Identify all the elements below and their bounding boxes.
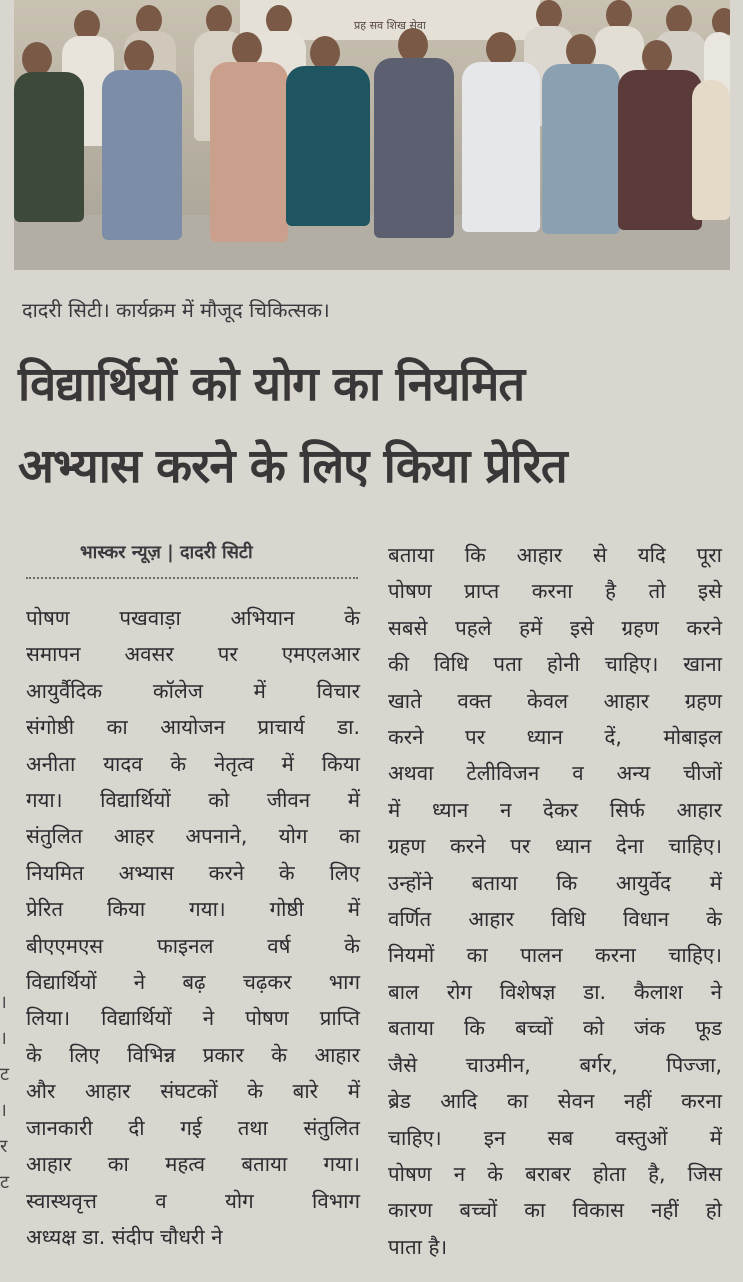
photo-caption: दादरी सिटी। कार्यक्रम में मौजूद चिकित्सक। xyxy=(22,298,330,322)
article-line: स्वास्थवृत्त व योग विभाग xyxy=(26,1188,360,1213)
article-line: नियमित अभ्यास करने के लिए xyxy=(26,860,360,885)
article-line: पोषण न के बराबर होता है, जिस xyxy=(388,1161,722,1186)
article-line: उन्होंने बताया कि आयुर्वेद में xyxy=(388,870,722,895)
article-line: विद्यार्थियों ने बढ़ चढ़कर भाग xyxy=(26,970,360,995)
edge-mark: ट xyxy=(0,1172,10,1193)
article-column-left xyxy=(26,600,360,1255)
article-column-right xyxy=(388,537,722,1265)
news-photo xyxy=(14,0,730,270)
article-line: संगोष्ठी का आयोजन प्राचार्य डा. xyxy=(26,715,360,740)
article-line: बीएएमएस फाइनल वर्ष के xyxy=(26,933,360,958)
article-line: संतुलित आहर अपनाने, योग का xyxy=(26,824,360,849)
byline-divider xyxy=(26,577,358,579)
article-line: पाता है। xyxy=(388,1234,448,1259)
article-line: चाहिए। इन सब वस्तुओं में xyxy=(388,1125,722,1150)
adjacent-column-edge xyxy=(0,985,12,1201)
edge-mark: र xyxy=(0,1136,8,1157)
edge-mark: ट xyxy=(0,1064,10,1085)
edge-mark: । xyxy=(0,1028,7,1049)
article-line: बताया कि आहार से यदि पूरा xyxy=(388,543,722,567)
article-line: पोषण पखवाड़ा अभियान के xyxy=(26,606,360,630)
article-line: अथवा टेलीविजन व अन्य चीजों xyxy=(388,761,722,786)
article-line: नियमों का पालन करना चाहिए। xyxy=(388,943,722,968)
article-line: प्रेरित किया गया। गोष्ठी में xyxy=(26,897,360,922)
article-line: आहार का महत्व बताया गया। xyxy=(26,1152,360,1177)
article-line: ब्रेड आदि का सेवन नहीं करना xyxy=(388,1089,722,1114)
article-line: वर्णित आहार विधि विधान के xyxy=(388,907,722,932)
article-line: की विधि पता होनी चाहिए। खाना xyxy=(388,652,722,677)
article-line: सबसे पहले हमें इसे ग्रहण करने xyxy=(388,615,722,640)
article-line: अध्यक्ष डा. संदीप चौधरी ने xyxy=(26,1224,223,1249)
article-line: कारण बच्चों का विकास नहीं हो xyxy=(388,1198,722,1223)
article-line: जैसे चाउमीन, बर्गर, पिज्जा, xyxy=(388,1052,722,1077)
article-line: बाल रोग विशेषज्ञ डा. कैलाश ने xyxy=(388,979,722,1004)
article-line: लिया। विद्यार्थियों ने पोषण प्राप्ति xyxy=(26,1006,360,1031)
article-line: गया। विद्यार्थियों को जीवन में xyxy=(26,788,360,813)
edge-mark: । xyxy=(0,992,7,1013)
article-line: खाते वक्त केवल आहार ग्रहण xyxy=(388,688,722,713)
article-line: ग्रहण करने पर ध्यान देना चाहिए। xyxy=(388,834,722,859)
article-line: जानकारी दी गई तथा संतुलित xyxy=(26,1115,360,1140)
article-line: आयुर्वैदिक कॉलेज में विचार xyxy=(26,678,360,703)
article-line: समापन अवसर पर एमएलआर xyxy=(26,642,360,667)
article-line: करने पर ध्यान दें, मोबाइल xyxy=(388,725,722,750)
headline-line-1: विद्यार्थियों को योग का नियमित xyxy=(18,357,525,412)
article-line: में ध्यान न देकर सिर्फ आहार xyxy=(388,797,722,822)
article-line: पोषण प्राप्त करना है तो इसे xyxy=(388,579,722,604)
article-line: के लिए विभिन्न प्रकार के आहार xyxy=(26,1042,360,1067)
article-line: अनीता यादव के नेतृत्व में किया xyxy=(26,751,360,776)
photo-banner-text: प्रह सव शिख सेवा xyxy=(354,19,426,32)
article-line: बताया कि बच्चों को जंक फूड xyxy=(388,1016,722,1041)
byline: भास्कर न्यूज़ | दादरी सिटी xyxy=(80,542,253,563)
article-line: और आहार संघटकों के बारे में xyxy=(26,1079,360,1104)
edge-mark: । xyxy=(0,1100,7,1121)
headline-line-2: अभ्यास करने के लिए किया प्रेरित xyxy=(18,439,567,494)
